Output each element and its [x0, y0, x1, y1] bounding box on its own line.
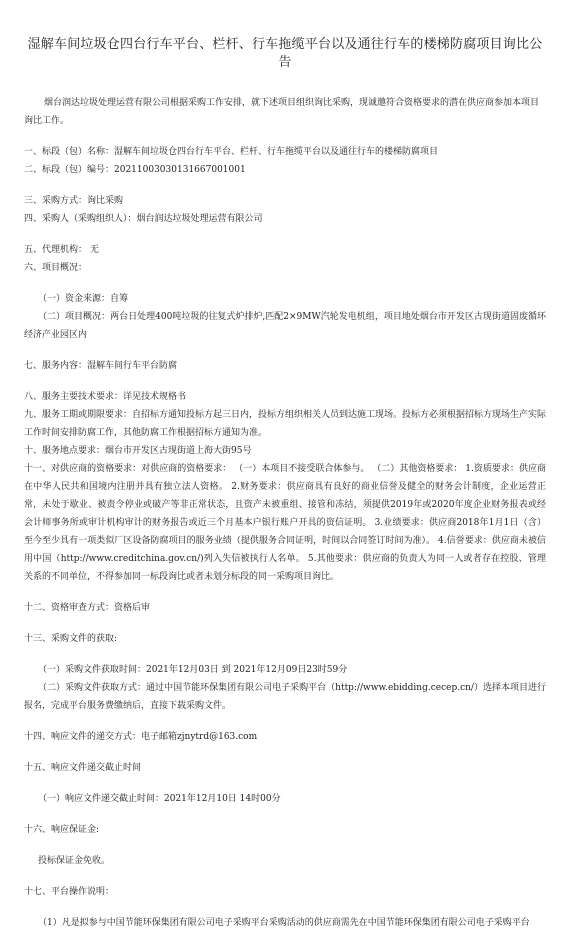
document-title: 湿解车间垃圾仓四台行车平台、栏杆、行车拖缆平台以及通往行车的楼梯防腐项目询比公告 [27, 37, 543, 70]
section-13-acquisition-method: （二）采购文件获取方式：通过中国节能环保集团有限公司电子采购平台（http://www.ebidding.cecep.cn/）选择本项目进行报名，完成平台服务费缴纳后，直接下载采购文件。 [24, 683, 546, 711]
section-4-purchaser: 四、采购人（采购组织人）：烟台润达垃圾处理运营有限公司 [24, 214, 263, 224]
section-2-package-number: 二、标段（包）编号：2021100303013166​7001001 [24, 165, 246, 175]
section-16-bond-waived: 投标保证金免收。 [38, 856, 111, 866]
section-6-project-overview: 六、项目概况： [24, 263, 88, 273]
section-10-service-location: 十、服务地点要求：烟台市开发区古现街道上海大街95号 [24, 446, 252, 456]
section-9-schedule-requirements: 九、服务工期或期限要求：自招标方通知投标方起三日内，投标方组织相关人员到达施工现场。投标方必须根据招标方现场生产实际工作时间安排防腐工作，其他防腐工作根据招标方通知为准。 [24, 410, 547, 438]
section-8-technical-requirements: 八、服务主要技术要求：详见技术规格书 [24, 392, 187, 402]
section-1-package-name: 一、标段（包）名称：湿解车间垃圾仓四台行车平台、栏杆、行车拖缆平台以及通往行车的楼梯防腐项目 [24, 147, 439, 157]
section-16-bid-bond: 十六、响应保证金: [24, 825, 100, 835]
section-17-platform-instructions: 十七、平台操作说明： [24, 887, 115, 897]
section-11-qualification-requirements: 十一、对供应商的资格要求：对供应商的资格要求： （一）本项目不接受联合体参与。 （二）其他资格要求： 1.资质要求：供应商在中华人民共和国境内注册并具有独立法人资格。 2.财务要求：供应商具有良好的商业信誉及健全的财务会计制度，企业运营正常，未处于歇业、被责令停业或破产等非正常状态，且资产未被重组、接管和冻结，须提供2019年或2020年度企业财务报表或经会计师事务所或审计机构审计的财务报告或近三个月基本户银行账户开具的资信证明。 3.业绩要求：供应商2018年1月1日（含）至今至少具有一项类似厂区设备防腐项目的服务业绩（提供服务合同证明，时间以合同签订时间为准）。 4.信誉要求：供应商未被信用中国（http://www.creditchina.gov.cn/)列入失信被执行人名单。 5.其他要求：供应商的负责人为同一人或者存在控股、管理关系的不同单位，不得参加同一标段询比或者未划分标段的同一采购项目询比。 [24, 464, 546, 582]
section-12-qualification-review: 十二、资格审查方式：资格后审 [24, 603, 151, 613]
section-13-document-acquisition: 十三、采购文件的获取: [24, 634, 118, 644]
section-3-procurement-method: 三、采购方式：询比采购 [24, 196, 124, 206]
section-15-deadline-time: （一）响应文件递交截止时间：2021年12月10日 14时00分 [38, 794, 281, 804]
section-6-funding-source: （一）资金来源：自筹 [38, 294, 129, 304]
section-14-submission-method: 十四、响应文件的递交方式：电子邮箱zjnytrd@163.com [24, 732, 258, 742]
section-13-acquisition-time: （一）采购文件获取时间：2021年12月03日 到 2021年12月09日23时59分 [38, 665, 348, 675]
section-7-service-content: 七、服务内容：湿解车间行车平台防腐 [24, 361, 178, 371]
section-6-project-description: （二）项目概况：两台日处理400吨垃圾的往复式炉排炉,匹配2×9MW汽轮发电机组，项目地处烟台市开发区古现街道固废循环经济产业园区内 [24, 312, 546, 340]
section-17-instruction-1: （1）凡是拟参与中国节能环保集团有限公司电子采购平台采购活动的供应商需先在中国节能环保集团有限公司电子采购平台 [38, 918, 530, 928]
intro-paragraph: 烟台润达垃圾处理运营有限公司根据采购工作安排，就下述项目组织询比采购，现诚邀符合资格要求的潜在供应商参加本项目询比工作。 [24, 98, 540, 126]
section-15-submission-deadline: 十五、响应文件递交截止时间 [24, 763, 142, 773]
section-5-agency: 五、代理机构： 无 [24, 245, 99, 255]
